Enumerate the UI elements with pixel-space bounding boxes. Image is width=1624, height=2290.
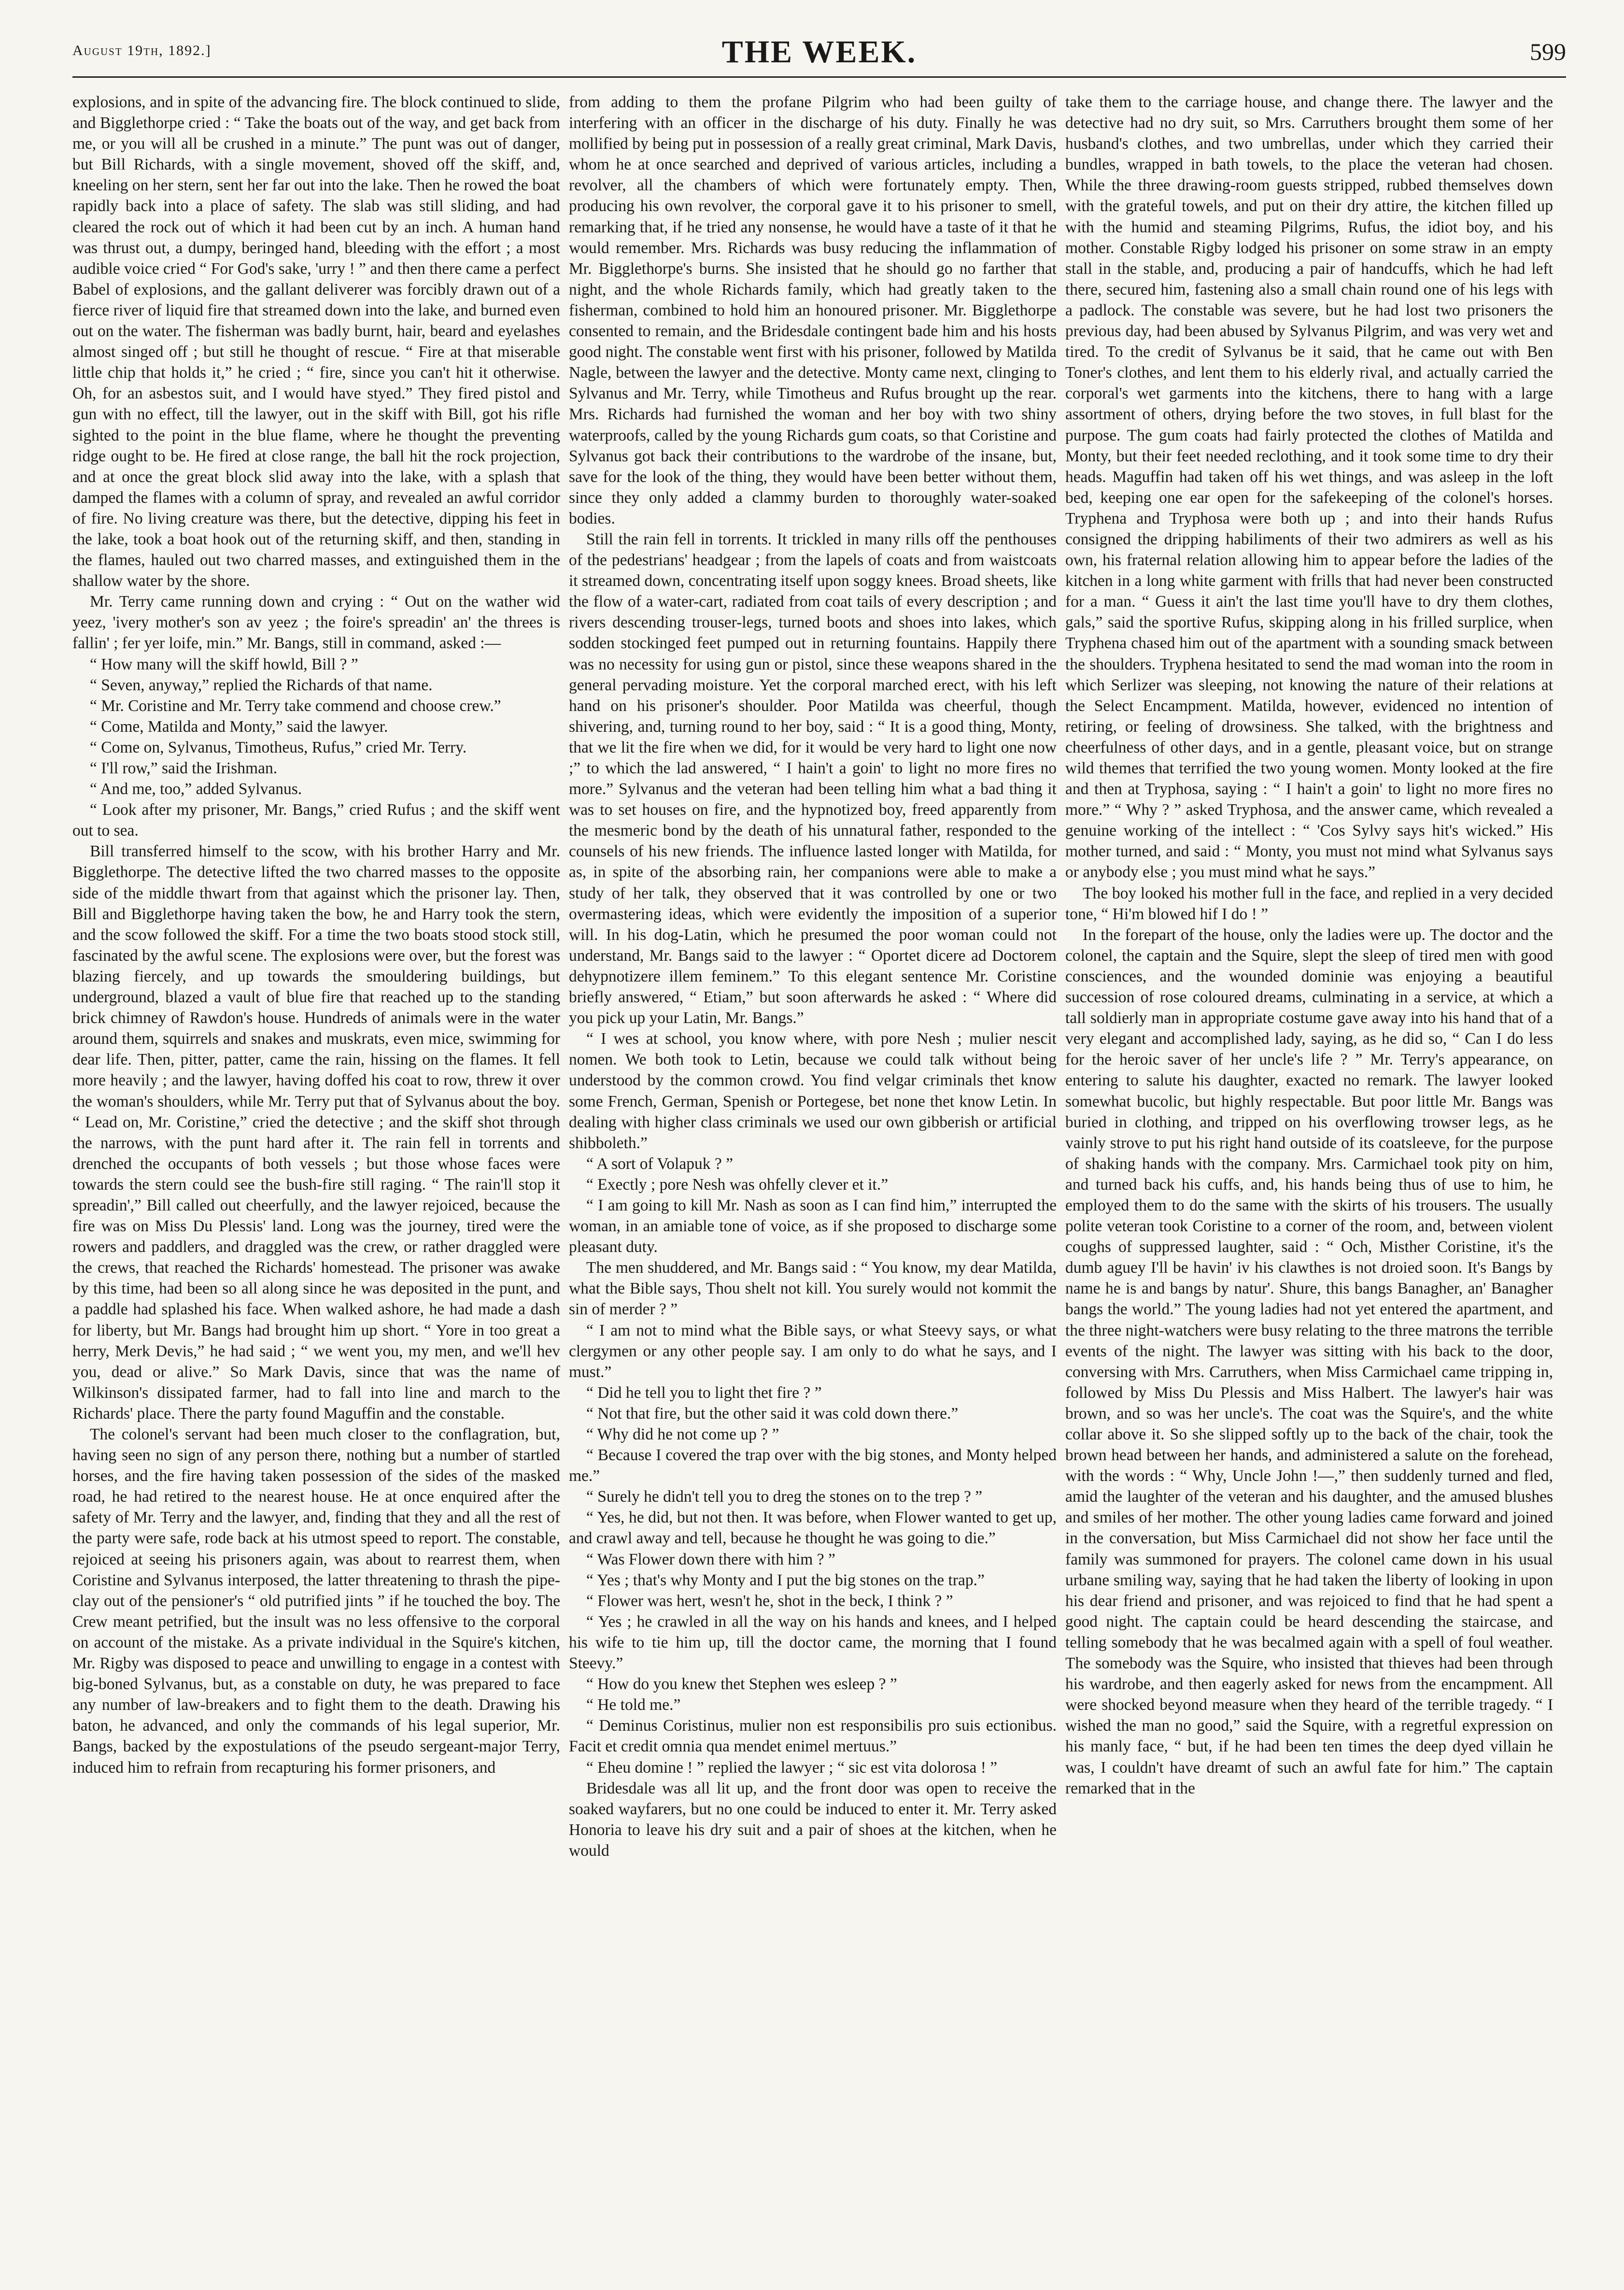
paragraph: “ Surely he didn't tell you to dreg the stones on to the trep ? ” [586, 1488, 983, 1506]
header-rule [72, 76, 1566, 78]
paragraph: “ Yes, he did, but not then. It was before, when Flower wanted to get up, and crawl away and tell, because he thought he was going to die.” [569, 1508, 1057, 1548]
paragraph: “ Flower was hert, wesn't he, shot in the beck, I think ? ” [586, 1592, 953, 1610]
paragraph: “ Why did he not come up ? ” [586, 1425, 779, 1443]
paragraph: “ Because I covered the trap over with the big stones, and Monty helped me.” [569, 1446, 1057, 1485]
page-header [72, 34, 1566, 72]
text-column-2 [569, 92, 1057, 2265]
paragraph: Still the rain fell in torrents. It trickled in many rills off the penthouses of the pedestrians' headgear ; from the lapels of coats and from waistcoats it streamed down, concentrating itself upon soggy knees. Broad sheets, like the flow of a water-cart, radiated from coat tails of every description ; and rivers descending trouser-legs, turned boots and shoes into lakes, which sodden stockinged feet pumped out in returning fountains. Happily there was no necessity for using gun or pistol, since these weapons shared in the general pervading moisture. Yet the corporal marched erect, with his left hand on his prisoner's shoulder. Poor Matilda was cheerful, though shivering, and, turning round to her boy, said : “ It is a good thing, Monty, that we lit the fire when we did, for it would be very hard to light one now ;” to which the lad answered, “ I hain't a goin' to light no more fires no more.” Sylvanus and the veteran had been telling him what a bad thing it was to set houses on fire, and the hypnotized boy, freed apparently from the mesmeric bond by the death of his unnatural father, responded to the counsels of his new friends. The influence lasted longer with Matilda, for as, in spite of the absorbing rain, her companions were able to make a study of her talk, they observed that it was controlled by one or two overmastering ideas, which were evidently the imposition of a superior will. In his dog-Latin, which he presumed the poor woman could not understand, Mr. Bangs said to the lawyer : “ Oportet dicere ad Doctorem dehypnotizere illem feminem.” To this elegant sentence Mr. Coristine briefly answered, “ Etiam,” but soon afterwards he asked : “ Where did you pick up your Latin, Mr. Bangs.” [569, 530, 1057, 1027]
paragraph: “ Not that fire, but the other said it was cold down there.” [586, 1404, 959, 1422]
paragraph: The boy looked his mother full in the face, and replied in a very decided tone, “ Hi'm blowed hif I do ! ” [1065, 884, 1553, 923]
paragraph: “ I am not to mind what the Bible says, or what Steevy says, or what clergymen or any other people say. I am only to do what he says, and I must.” [569, 1321, 1057, 1381]
publication-title: THE WEEK. [721, 34, 917, 70]
paragraph: “ Seven, anyway,” replied the Richards of that name. [90, 676, 433, 694]
paragraph: from adding to them the profane Pilgrim who had been guilty of interfering with an officer in the discharge of his duty. Finally he was mollified by being put in possession of a really great criminal, Mark Davis, whom he at once searched and deprived of various articles, including a revolver, all the chambers of which were fortunately empty. Then, producing his own revolver, the corporal gave it to his prisoner to smell, remarking that, if he tried any nonsense, he would have a taste of it that he would remember. Mrs. Richards was busy reducing the inflammation of Mr. Bigglethorpe's burns. She insisted that he should go no farther that night, and the whole Richards family, which had greatly taken to the fisherman, combined to hold him an honoured prisoner. Mr. Bigglethorpe consented to remain, and the Bridesdale contingent bade him and his hosts good night. The constable went first with his prisoner, followed by Matilda Nagle, between the lawyer and the detective. Monty came next, clinging to Sylvanus and Mr. Terry, while Timotheus and Rufus brought up the rear. Mrs. Richards had furnished the woman and her boy with two shiny waterproofs, called by the young Richards gum coats, so that Coristine and Sylvanus got back their contributions to the wardrobe of the insane, but, save for the look of the thing, they would have been better without them, since they only added a clammy burden to thoroughly water-soaked bodies. [569, 93, 1057, 527]
paragraph: “ Look after my prisoner, Mr. Bangs,” cried Rufus ; and the skiff went out to sea. [72, 801, 560, 840]
paragraph: “ A sort of Volapuk ? ” [586, 1154, 733, 1173]
issue-date: August 19th, 1892.] [72, 43, 212, 58]
paragraph: explosions, and in spite of the advancing fire. The block continued to slide, and Bigglethorpe cried : “ Take the boats out of the way, and get back from me, or you will all be crushed in a minute.” The punt was out of danger, but Bill Richards, with a single movement, shoved off the skiff, and, kneeling on her stern, sent her far out into the lake. Then he rowed the boat rapidly back into a place of safety. The slab was still sliding, and had cleared the rock out of which it had been cut by an inch. A human hand was thrust out, a dumpy, beringed hand, bleeding with the effort ; a most audible voice cried “ For God's sake, 'urry ! ” and then there came a perfect Babel of explosions, and the gallant deliverer was forcibly drawn out of a fierce river of liquid fire that streamed down into the lake, and burned even out on the water. The fisherman was badly burnt, hair, beard and eyelashes almost singed off ; but still he thought of rescue. “ Fire at that miserable little chip that holds it,” he cried ; “ fire, since you can't hit it otherwise. Oh, for an asbestos suit, and I would have styed.” They fired pistol and gun with no effect, till the lawyer, out in the skiff with Bill, got his rifle sighted to the point in the blue flame, where he thought the preventing ridge ought to be. He fired at close range, the ball hit the rock projection, and at once the great block slid away into the lake, with a splash that damped the flames with a column of spray, and revealed an awful corridor of fire. No living creature was there, but the detective, dipping his feet in the lake, took a boat hook out of the returning skiff, and then, standing in the flames, hauled out two charred masses, and extinguished them in the shallow water by the shore. [72, 93, 560, 590]
paragraph: “ Exectly ; pore Nesh was ohfelly clever et it.” [586, 1175, 889, 1194]
text-column-3 [1065, 92, 1553, 2265]
paragraph: “ He told me.” [586, 1696, 681, 1714]
paragraph: “ Yes ; he crawled in all the way on his hands and knees, and I helped his wife to tie him up, till the doctor came, the morning that I found Steevy.” [569, 1612, 1057, 1673]
paragraph: Bill transferred himself to the scow, with his brother Harry and Mr. Bigglethorpe. The detective lifted the two charred masses to the opposite side of the middle thwart from that against which the prisoner lay. Then, Bill and Bigglethorpe having taken the bow, he and Harry took the stern, and the scow followed the skiff. For a time the two boats stood stock still, fascinated by the awful scene. The explosions were over, but the forest was blazing fiercely, and up towards the smouldering buildings, but underground, blazed a vault of blue fire that reached up to the standing brick chimney of Rawdon's house. Hundreds of animals were in the water around them, squirrels and snakes and muskrats, even mice, swimming for dear life. Then, pitter, patter, came the rain, hissing on the flames. It fell more heavily ; and the lawyer, having doffed his coat to row, threw it over the woman's shoulders, while Mr. Terry put that of Sylvanus about the boy. “ Lead on, Mr. Coristine,” cried the detective ; and the skiff shot through the narrows, with the punt hard after it. The rain fell in torrents and drenched the occupants of both vessels ; but those whose faces were towards the stern could see the bush-fire still raging. “ The rain'll stop it spreadin',” Bill called out cheerfully, and the lawyer rejoiced, because the fire was on Miss Du Plessis' land. Long was the journey, tired were the rowers and paddlers, and draggled was the crew, or rather draggled were the crews, that reached the Richards' homestead. The prisoner was awake by this time, had been so all along since he was deposited in the punt, and a paddle had splashed his face. When walked ashore, he had made a dash for liberty, but Mr. Bangs had brought him up short. “ Yore in too great a herry, Merk Devis,” he had said ; “ we went you, my men, and we'll hev you, dead or alive.” So Mark Davis, since that was the name of Wilkinson's dissipated farmer, had to fall into line and march to the Richards' place. There the party found Maguffin and the constable. [72, 842, 560, 1422]
page-number: 599 [1530, 38, 1566, 65]
paragraph: “ I'll row,” said the Irishman. [90, 759, 278, 777]
text-column-1 [72, 92, 560, 2265]
paragraph: “ Mr. Coristine and Mr. Terry take commend and choose crew.” [90, 697, 501, 715]
paragraph: “ And me, too,” added Sylvanus. [90, 780, 302, 798]
paragraph: The colonel's servant had been much closer to the conflagration, but, having seen no sign of any person there, nothing but a number of startled horses, and the fire having taken possession of the sides of the masked road, he had retired to the nearest house. He at once enquired after the safety of Mr. Terry and the lawyer, and, finding that they and all the rest of the party were safe, rode back at his utmost speed to report. The constable, rejoiced at seeing his prisoners again, was about to rearrest them, when Coristine and Sylvanus interposed, the latter threatening to thrash the pipe-clay out of the pensioner's “ old putrified jints ” if he touched the boy. The Crew meant petrified, but the insult was no less offensive to the corporal on account of the mistake. As a private individual in the Squire's kitchen, Mr. Rigby was disposed to peace and unwilling to engage in a contest with big-boned Sylvanus, but, as a constable on duty, he was prepared to face any number of law-breakers and to fight them to the death. Drawing his baton, he advanced, and only the commands of his legal superior, Mr. Bangs, backed by the expostulations of the pseudo sergeant-major Terry, induced him to refrain from recapturing his former prisoners, and [72, 1425, 560, 1777]
paragraph: “ How many will the skiff howld, Bill ? ” [90, 655, 358, 673]
paragraph: “ Come, Matilda and Monty,” said the lawyer. [90, 717, 388, 736]
paragraph: Bridesdale was all lit up, and the front door was open to receive the soaked wayfarers, but no one could be induced to enter it. Mr. Terry asked Honoria to leave his dry suit and a pair of shoes at the kitchen, when he would [569, 1779, 1057, 1860]
paragraph: “ Was Flower down there with him ? ” [586, 1550, 835, 1568]
paragraph: “ I wes at school, you know where, with pore Nesh ; mulier nescit nomen. We both took to Letin, because we could talk without being understood by the common crowd. You find velgar criminals thet know some French, German, Spenish or Portegese, bet none thet know Letin. In dealing with higher class criminals we used our own gibberish or artificial shibboleth.” [569, 1030, 1057, 1152]
paragraph: “ Deminus Coristinus, mulier non est responsibilis pro suis ectionibus. Facit et credit omnia qua mendet enimel mertuus.” [569, 1717, 1057, 1756]
paragraph: “ Eheu domine ! ” replied the lawyer ; “ sic est vita dolorosa ! ” [586, 1758, 998, 1777]
paragraph: “ Did he tell you to light thet fire ? ” [586, 1383, 822, 1402]
paragraph: The men shuddered, and Mr. Bangs said : “ You know, my dear Matilda, what the Bible says, Thou shelt not kill. You surely would not kommit the sin of merder ? ” [569, 1259, 1057, 1319]
paragraph: “ Yes ; that's why Monty and I put the big stones on the trap.” [586, 1571, 985, 1589]
paragraph: In the forepart of the house, only the ladies were up. The doctor and the colonel, the captain and the Squire, slept the sleep of tired men with good consciences, and the wounded dominie was enjoying a beautiful succession of rose coloured dreams, culminating in a service, at which a tall soldierly man in appropriate costume gave away into his hand that of a very elegant and accomplished lady, saying, as he did so, “ Can I do less for the heroic saver of her uncle's life ? ” Mr. Terry's appearance, on entering to salute his daughter, exacted no remark. The lawyer looked somewhat bucolic, but highly respectable. But poor little Mr. Bangs was buried in clothing, and tripped on his overflowing trowser legs, as he vainly strove to put his right hand outside of its coatsleeve, for the purpose of shaking hands with the company. Mrs. Carmichael took pity on him, and turned back his cuffs, and, his hands being thus of use to him, he employed them to do the same with the skirts of his trousers. The usually polite veteran took Coristine to a corner of the room, and, between violent coughs of suppressed laughter, said : “ Och, Misther Coristine, it's the dumb aguey I'll be havin' iv his clawthes is not droied soon. It's Bangs by name he is and bangs by natur'. Shure, this bangs Banagher, an' Banagher bangs the world.” The young ladies had not yet entered the apartment, and the three night-watchers were busy relating to the three matrons the terrible events of the night. The lawyer was sitting with his back to the door, conversing with Mrs. Carruthers, when Miss Carmichael came tripping in, followed by Miss Du Plessis and Miss Halbert. The lawyer's hair was brown, and so was her uncle's. The coat was the Squire's, and the white collar above it. So she slipped softly up to the back of the chair, took the brown head between her hands, and administered a salute on the forehead, with the words : “ Why, Uncle John !—,” then suddenly turned and fled, amid the laughter of the veteran and his daughter, and the amused blushes and smiles of her mother. The other young ladies came forward and joined in the conversation, but Miss Carmichael did not show her face until the family was summoned for prayers. The colonel came down in his usual urbane smiling way, saying that he had taken the liberty of looking in upon his dear friend and prisoner, and was rejoiced to find that he had spent a good night. The captain could be heard descending the staircase, and telling somebody that he was becalmed again with a spell of foul weather. The somebody was the Squire, who insisted that thieves had been through his wardrobe, and then eagerly asked for news from the encampment. All were shocked beyond measure when they heard of the terrible tragedy. “ I wished the man no good,” said the Squire, with a regretful expression on his manly face, “ but, if he had been ten times the deep dyed villain he was, I couldn't have dreamt of such an awful fate for him.” The captain remarked that in the [1065, 925, 1553, 1797]
paragraph: Mr. Terry came running down and crying : “ Out on the wather wid yeez, 'ivery mother's son av yeez ; the foire's spreadin' an' the threes is fallin' ; fer yer loife, min.” Mr. Bangs, still in command, asked :— [72, 593, 560, 653]
paragraph: take them to the carriage house, and change there. The lawyer and the detective had no dry suit, so Mrs. Carruthers brought them some of her husband's clothes, and two umbrellas, under which they carried their bundles, wrapped in bath towels, to the place the veteran had chosen. While the three drawing-room guests stripped, rubbed themselves down with the grateful towels, and put on their dry attire, the kitchen filled up with the humid and steaming Pilgrims, Rufus, the idiot boy, and his mother. Constable Rigby lodged his prisoner on some straw in an empty stall in the stable, and, producing a pair of handcuffs, which he had left there, secured him, fastening also a small chain round one of his legs with a padlock. The constable was severe, but he had lost two prisoners the previous day, had been abused by Sylvanus Pilgrim, and was very wet and tired. To the credit of Sylvanus be it said, that he came out with Ben Toner's clothes, and lent them to his elderly rival, and actually carried the corporal's wet garments into the kitchens, there to hang with a large assortment of others, drying before the two stoves, in full blast for the purpose. The gum coats had fairly protected the clothes of Matilda and Monty, but their feet needed reclothing, and it took some time to dry their heads. Maguffin had taken off his wet things, and was asleep in the loft bed, keeping one ear open for the safekeeping of the colonel's horses. Tryphena and Tryphosa were both up ; and into their hands Rufus consigned the dripping habiliments of their two admirers as well as his own, his fraternal relation allowing him to appear before the ladies of the kitchen in a long white garment with frills that had never been constructed for a man. “ Guess it ain't the last time you'll have to dry them clothes, gals,” said the sportive Rufus, skipping along in his frilled surplice, when Tryphena chased him out of the apartment with a sounding smack between the shoulders. Tryphena hesitated to send the mad woman into the room in which Serlizer was sleeping, not knowing the nature of their relations at the Select Encampment. Matilda, however, evidenced no intention of retiring, or feeling of drowsiness. She talked, with the brightness and cheerfulness of other days, and in a gentle, pleasant voice, but on strange wild themes that terrified the two young women. Monty looked at the fire and then at Tryphosa, saying : “ I hain't a goin' to light no more fires no more.” “ Why ? ” asked Tryphosa, and the answer came, which revealed a genuine working of the intellect : “ 'Cos Sylvy says hit's wicked.” His mother turned, and said : “ Monty, you must not mind what Sylvanus says or anybody else ; you must mind what he says.” [1065, 93, 1553, 882]
paragraph: “ Come on, Sylvanus, Timotheus, Rufus,” cried Mr. Terry. [90, 738, 467, 756]
paragraph: “ How do you knew thet Stephen wes esleep ? ” [586, 1675, 897, 1693]
paragraph: “ I am going to kill Mr. Nash as soon as I can find him,” interrupted the woman, in an amiable tone of voice, as if she proposed to discharge some pleasant duty. [569, 1196, 1057, 1256]
